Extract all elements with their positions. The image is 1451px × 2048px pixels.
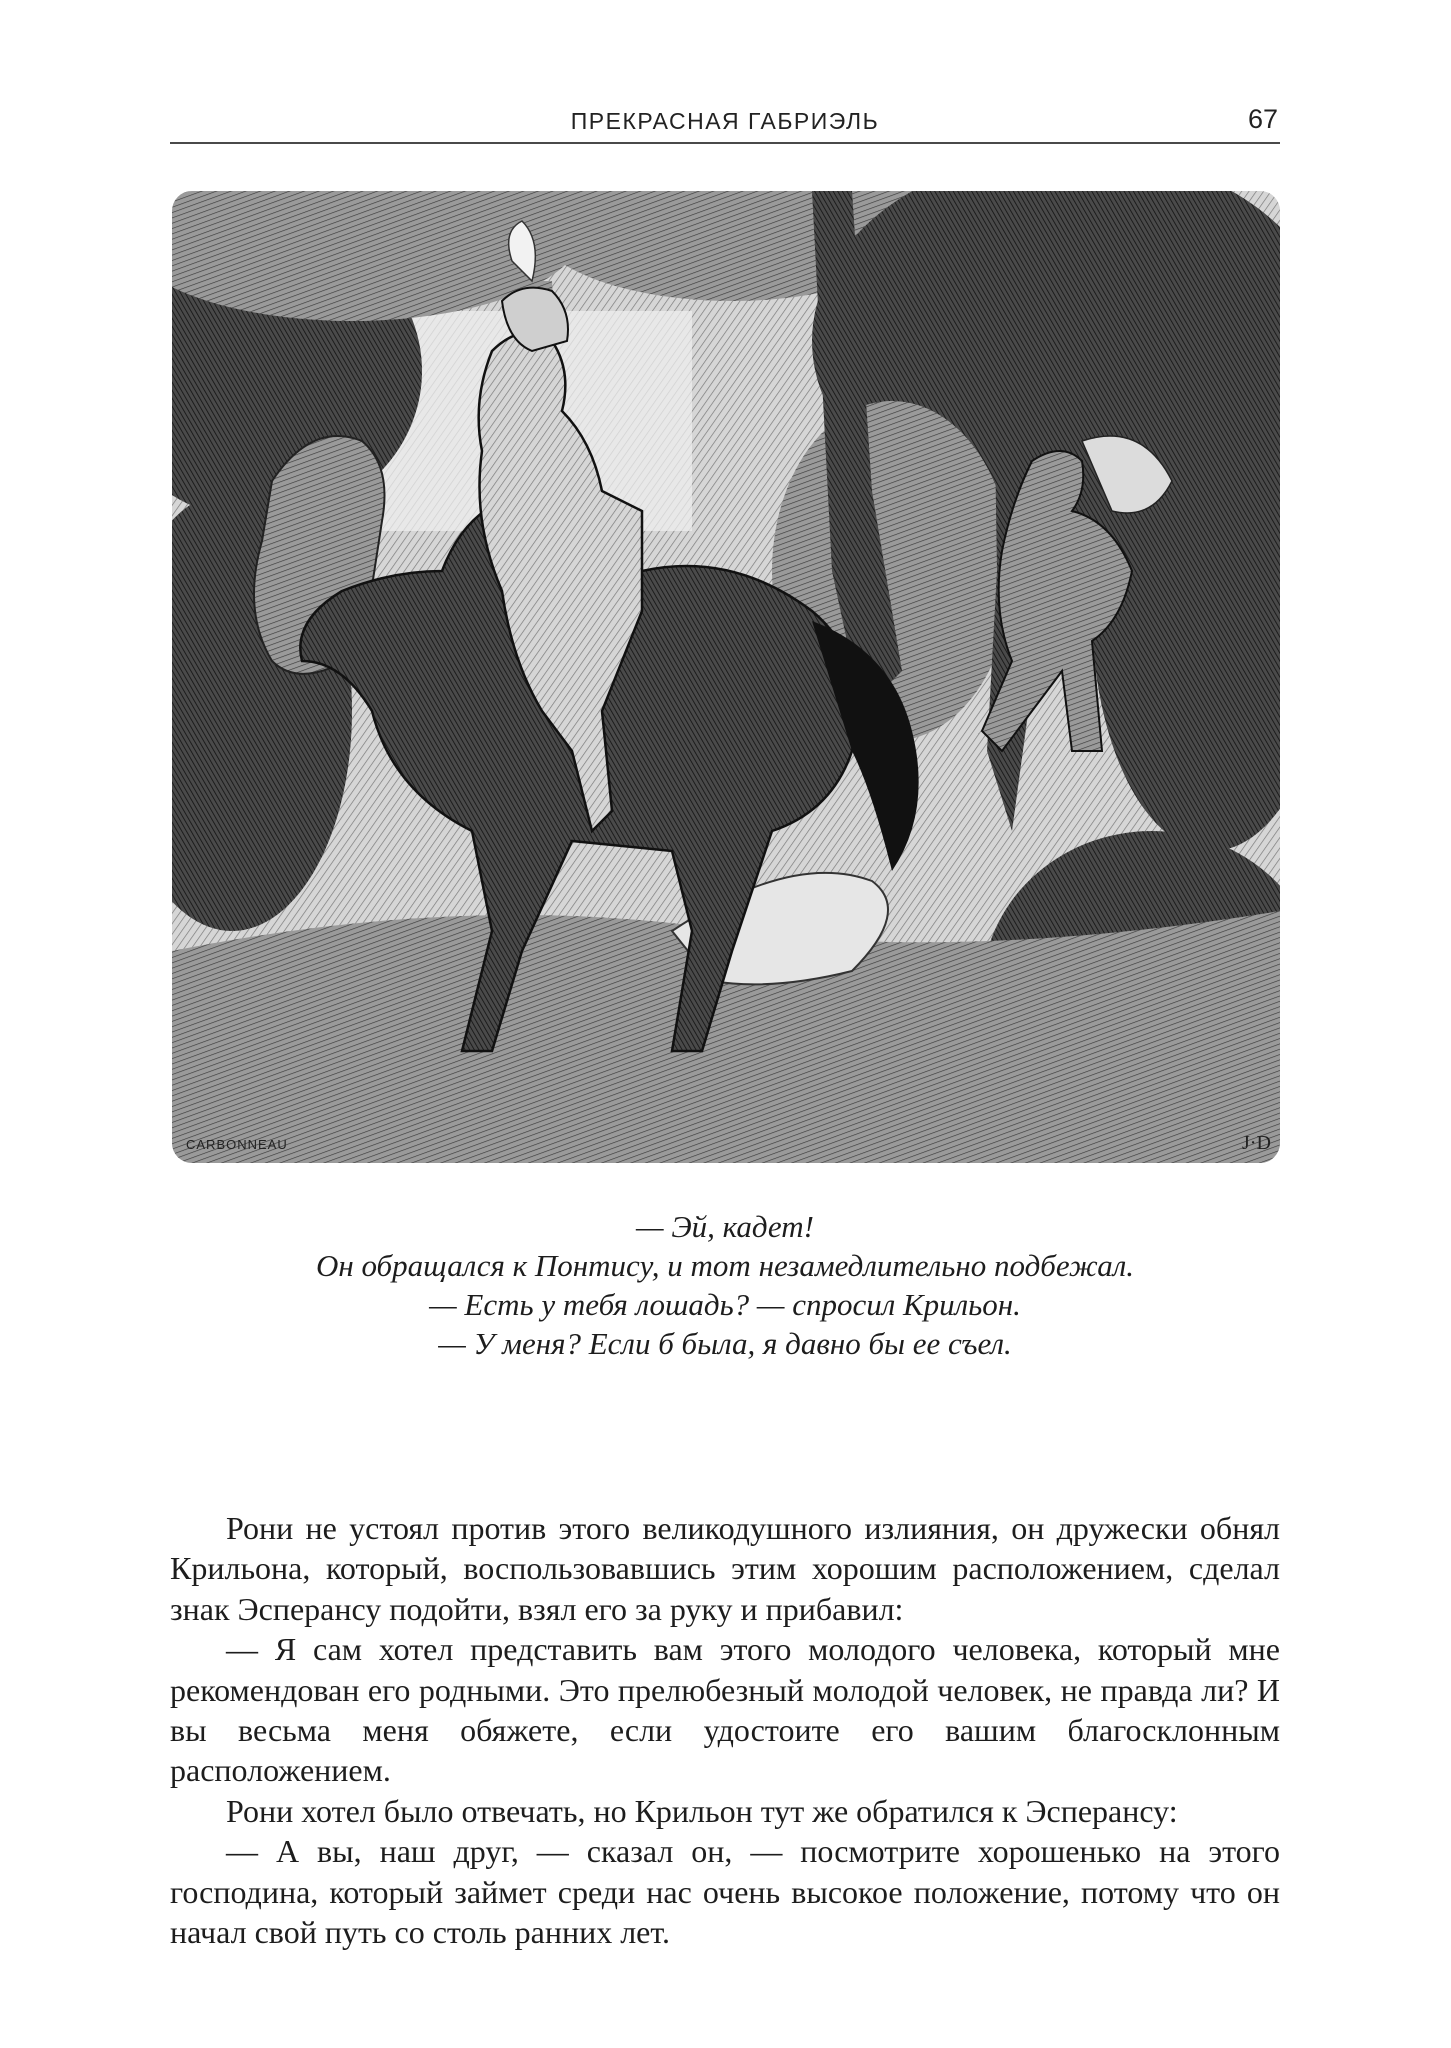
caption-line: — Эй, кадет! — [636, 1209, 814, 1244]
running-title: ПРЕКРАСНАЯ ГАБРИЭЛЬ — [570, 108, 880, 134]
body-paragraph: — А вы, наш друг, — сказал он, — посмотрите хорошенько на этого господина, который займет среди нас очень высокое положение, потому что он начал свой путь со столь ранних лет. — [170, 1833, 1280, 1951]
body-paragraph: — Я сам хотел представить вам этого молодого человека, который мне рекомендован его родными. Это прелюбезный молодой человек, не правда ли? И вы весьма меня обяжете, если удостоите его вашим благосклонным расположением. — [170, 1631, 1280, 1789]
body-paragraph: Рони не устоял против этого великодушного излияния, он дружески обнял Крильона, который, воспользовавшись этим хорошим расположением, сделал знак Эсперансу подойти, взял его за руку и прибавил: — [170, 1510, 1280, 1627]
body-text — [170, 1508, 1280, 1952]
engraver-signature-right: J·D — [1242, 1132, 1271, 1154]
engraver-signature-left: CARBONNEAU — [186, 1137, 288, 1152]
page-number: 67 — [1247, 104, 1278, 134]
caption-line: — Есть у тебя лошадь? — спросил Крильон. — [429, 1287, 1021, 1322]
illustration-caption — [170, 1207, 1280, 1363]
body-paragraph: Рони хотел было отвечать, но Крильон тут же обратился к Эсперансу: — [226, 1792, 1178, 1829]
caption-line: — У меня? Если б была, я давно бы ее съел. — [438, 1326, 1012, 1361]
caption-line: Он обращался к Понтису, и тот незамедлительно подбежал. — [315, 1248, 1135, 1283]
engraving-illustration — [172, 191, 1280, 1163]
engraving-svg — [172, 191, 1280, 1163]
running-head — [170, 100, 1280, 144]
